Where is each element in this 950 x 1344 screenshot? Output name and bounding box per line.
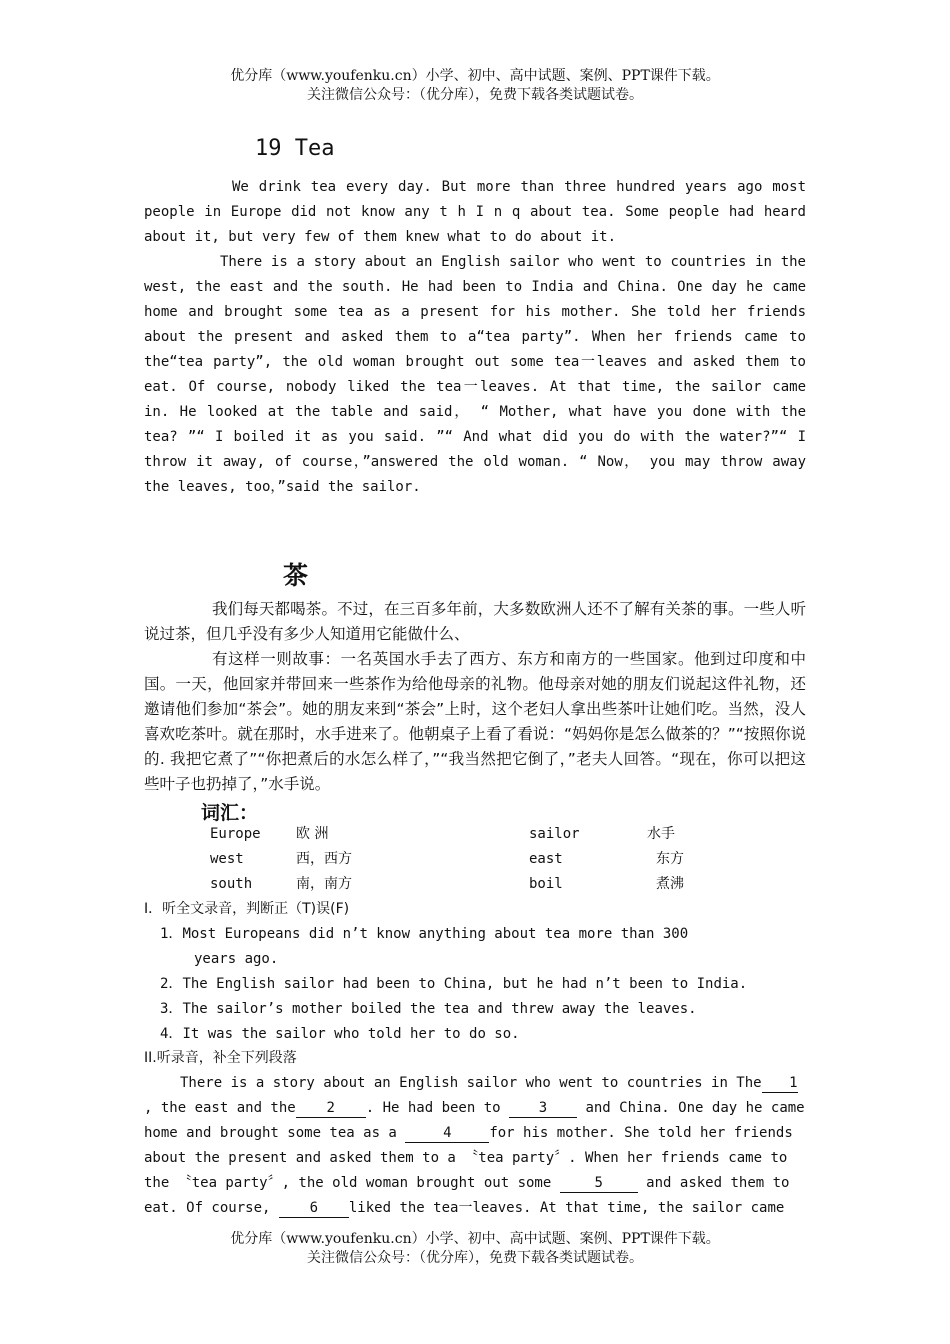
- cloze-line-5: [144, 1171, 789, 1196]
- vocab-word: south: [210, 876, 253, 892]
- cloze-text: . He had been to: [365, 1100, 501, 1116]
- vocab-meaning: 煮沸: [656, 876, 684, 892]
- page-footer-line2: 关注微信公众号：（优分库），免费下载各类试题试卷。: [307, 1250, 643, 1266]
- page-header-line1: 优分库（www.youfenku.cn）小学、初中、高中试题、案例、PPT课件下载。: [230, 68, 720, 84]
- blank-3[interactable]: 3: [509, 1099, 577, 1118]
- question-text: The English sailor had been to China, but he had n’t been to India.: [182, 976, 748, 992]
- question-2: [160, 972, 747, 997]
- cloze-text: and China. One day he came: [585, 1100, 805, 1116]
- cloze-line-2: [144, 1096, 805, 1121]
- vocab-word: Europe: [210, 826, 261, 842]
- cloze-line-4: about the present and asked them to a 〝tea party〞. When her friends came to: [144, 1150, 788, 1166]
- english-paragraph-2: There is a story about an English sailor who went to countries in the west, the east and the south. He had been to India and China. One day he came home and brought some tea as a present for his mother. She told her friends about the present and asked them to a“tea party”. When her friends came to the“tea party”, the old woman brought out some tea一leaves and asked them to eat. Of course, nobody liked the tea一leaves. At that time, the sailor came in. He looked at the table and said， “ Mother, what have you done with the tea? ”“ I boiled it as you said. ”“ And what did you do with the water?”“ I throw it away, of course，”answered the old woman. “ Now， you may throw away the leaves, too，”said the sailor.: [144, 254, 806, 495]
- english-paragraph-1: We drink tea every day. But more than three hundred years ago most people in Europe did not know any t h I n q about tea. Some people had heard about it, but very few of them knew what to do about it.: [144, 179, 806, 245]
- vocab-meaning: 欧 洲: [296, 826, 329, 842]
- question-text: Most Europeans did n’t know anything about tea more than 300: [182, 926, 689, 942]
- cloze-text: , the east and the: [144, 1100, 296, 1116]
- blank-5[interactable]: 5: [560, 1174, 638, 1193]
- vocab-meaning: 水手: [647, 826, 675, 842]
- question-number: 2．: [160, 976, 183, 992]
- vocab-heading: 词汇：: [201, 802, 259, 824]
- cloze-text: eat. Of course,: [144, 1200, 271, 1216]
- lesson-title: 19 Tea: [255, 136, 335, 161]
- cloze-line-3: [144, 1121, 793, 1146]
- vocab-word: east: [529, 851, 563, 867]
- cloze-text: home and brought some tea as a: [144, 1125, 397, 1141]
- cloze-text: and asked them to: [646, 1175, 790, 1191]
- cloze-text: liked the tea一leaves. At that time, the sailor came: [348, 1200, 785, 1216]
- question-4: [160, 1022, 520, 1047]
- vocab-word: west: [210, 851, 244, 867]
- question-1: [160, 922, 688, 947]
- blank-2[interactable]: 2: [296, 1099, 366, 1118]
- page-footer-line1: 优分库（www.youfenku.cn）小学、初中、高中试题、案例、PPT课件下载。: [230, 1231, 720, 1247]
- question-number: 4．: [160, 1026, 183, 1042]
- question-text: It was the sailor who told her to do so.: [182, 1026, 520, 1042]
- vocab-word: boil: [529, 876, 563, 892]
- question-number: 3．: [160, 1001, 183, 1017]
- vocab-meaning: 西，西方: [296, 851, 352, 867]
- cloze-line-1: [180, 1071, 798, 1096]
- blank-4[interactable]: 4: [405, 1124, 489, 1143]
- cloze-text: for his mother. She told her friends: [489, 1125, 793, 1141]
- chinese-paragraph-1: 我们每天都喝茶。不过，在三百多年前，大多数欧洲人还不了解有关茶的事。一些人听说过茶，但几乎没有多少人知道用它能做什么、: [144, 600, 806, 643]
- blank-1[interactable]: 1: [762, 1074, 798, 1093]
- vocab-meaning: 南，南方: [296, 876, 352, 892]
- question-text: The sailor’s mother boiled the tea and threw away the leaves.: [182, 1001, 697, 1017]
- cloze-line-6: [144, 1196, 784, 1221]
- cloze-text: There is a story about an English sailor who went to countries in The: [180, 1075, 762, 1091]
- chinese-paragraph-2: 有这样一则故事：一名英国水手去了西方、东方和南方的一些国家。他到过印度和中国。一天，他回家并带回来一些茶作为给他母亲的礼物。他母亲对她的朋友们说起这件礼物，还邀请他们参加“茶会”。她的朋友来到“茶会”上时，这个老妇人拿出些茶叶让她们吃。当然，没人喜欢吃茶叶。就在那时，水手进来了。他朝桌子上看了看说：“妈妈你是怎么做茶的？”“按照你说的. 我把它煮了”“你把煮后的水怎么样了，”“我当然把它倒了，”老夫人回答。“现在，你可以把这些叶子也扔掉了，”水手说。: [144, 650, 806, 793]
- vocab-meaning: 东方: [656, 851, 684, 867]
- section1-heading: I．听全文录音，判断正（T)误(F): [144, 901, 350, 917]
- cloze-text: the 〝tea party〞, the old woman brought out some: [144, 1175, 552, 1191]
- chinese-title: 茶: [283, 561, 309, 590]
- vocab-word: sailor: [529, 826, 580, 842]
- question-3: [160, 997, 697, 1022]
- question-number: 1．: [160, 926, 183, 942]
- question-1-continuation: years ago.: [194, 951, 279, 967]
- page-header-line2: 关注微信公众号：（优分库），免费下载各类试题试卷。: [307, 87, 643, 103]
- blank-6[interactable]: 6: [279, 1199, 349, 1218]
- section2-heading: II.听录音，补全下列段落: [144, 1050, 297, 1066]
